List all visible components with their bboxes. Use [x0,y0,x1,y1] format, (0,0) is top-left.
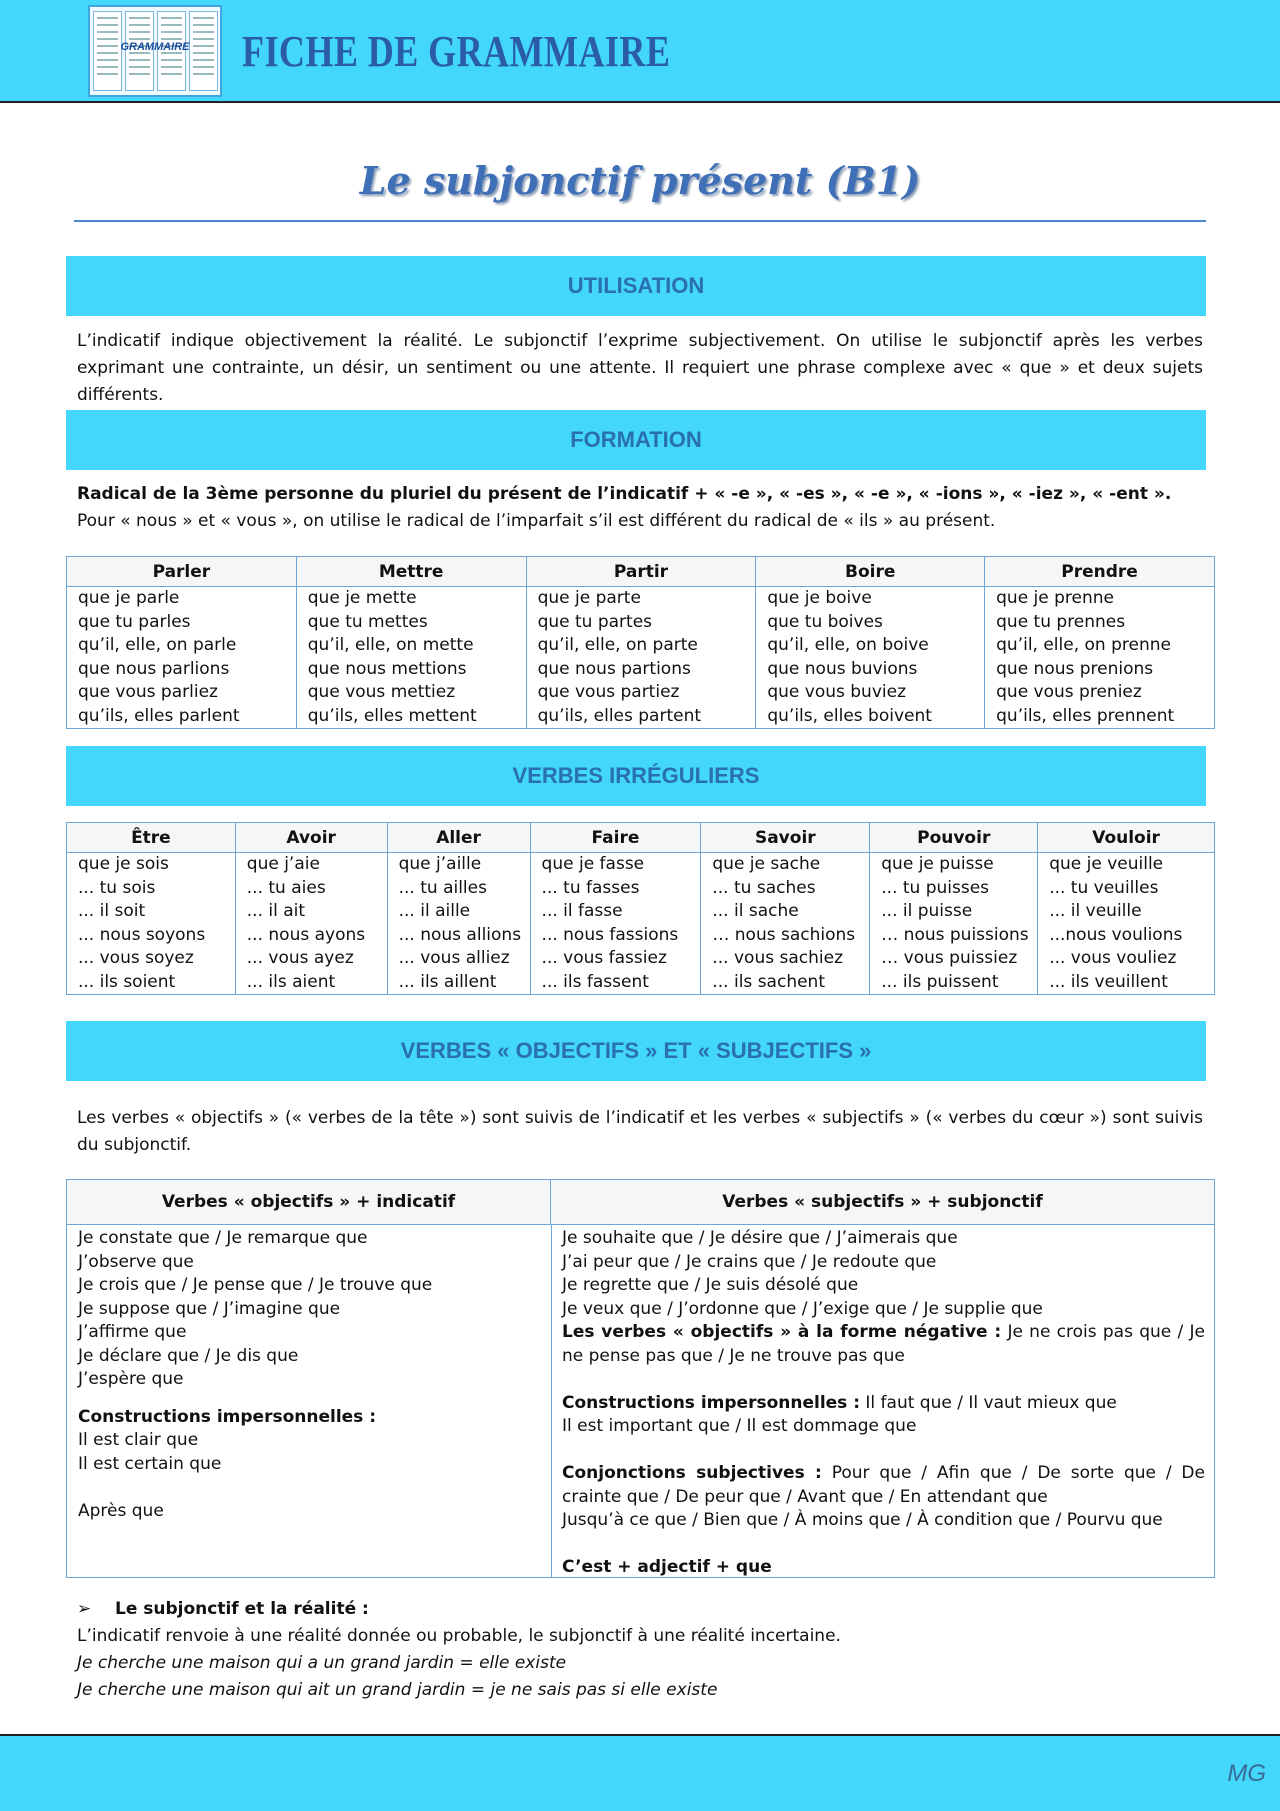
table-cell: que tu prennes [985,611,1215,635]
table-cell: que vous parliez [67,681,297,705]
header-title: FICHE DE GRAMMAIRE [242,27,671,76]
table-cell: que vous partiez [526,681,756,705]
table-row [67,853,1215,877]
table-cell: ... vous alliez [387,947,530,971]
list-item: Je suppose que / J’imagine que [78,1298,341,1319]
table-cell: que vous buviez [756,681,985,705]
conjunctions-text: Pour que / Afin que / De sorte que / De crainte que / De peur que / Avant que / En attendant que [562,1463,1205,1507]
column-header: Avoir [235,823,387,853]
table-cell: que nous mettions [296,658,526,682]
table-cell: ... ils sachent [701,971,870,995]
formation-table [66,556,1215,729]
formation-rule: Radical de la 3ème personne du pluriel du présent de l’indicatif + « -e », « -es », « -e », « -ions », « -iez », « -ent ». [77,484,1172,504]
objective-column-header: Verbes « objectifs » + indicatif [67,1180,551,1225]
column-header: Aller [387,823,530,853]
table-cell: ... ils puissent [870,971,1038,995]
table-cell: que nous partions [526,658,756,682]
list-item: Il est important que / Il est dommage que [562,1416,917,1436]
objective-verbs-list [78,1227,543,1523]
table-cell: … nous sachions [701,924,870,948]
table-cell: qu’ils, elles parlent [67,705,297,729]
irregular-table-header [67,823,1215,853]
table-cell: que je parte [526,587,756,611]
objectifs-intro-text: Les verbes « objectifs » (« verbes de la tête ») sont suivis de l’indicatif et les verbes « subjectifs » (« verbes du cœur ») sont suivis du subjonctif. [77,1108,1203,1155]
table-cell: que nous buvions [756,658,985,682]
table-cell: que je puisse [870,853,1038,877]
negative-form-item [562,1321,1205,1368]
table-cell: ... tu veuilles [1038,877,1215,901]
table-cell: ... vous ayez [235,947,387,971]
column-divider [551,1225,552,1577]
table-cell: que tu boives [756,611,985,635]
spacer [562,1439,1205,1463]
column-header: Boire [756,557,985,587]
impersonal-text: Il faut que / Il vaut mieux que [860,1392,1117,1413]
table-cell: que nous prenions [985,658,1215,682]
table-row [67,900,1215,924]
page-title: Le subjonctif présent (B1) [359,158,921,203]
list-item: Je veux que / J’ordonne que / J’exige que / Je supplie que [562,1298,1043,1319]
reality-notes [77,1596,1203,1704]
column-header: Vouloir [1038,823,1215,853]
list-item: Je souhaite que / Je désire que / J’aimerais que [562,1228,958,1248]
table-cell: ... il ait [235,900,387,924]
table-cell: ... nous allions [387,924,530,948]
table-row [67,681,1215,705]
table-cell: que vous mettiez [296,681,526,705]
objectifs-intro [77,1105,1203,1159]
table-cell: qu’ils, elles mettent [296,705,526,729]
footer-band [0,1734,1280,1811]
table-cell: ... ils soient [67,971,236,995]
section-heading-utilisation: UTILISATION [66,256,1206,316]
table-cell: ... tu saches [701,877,870,901]
table-cell: ... tu aies [235,877,387,901]
list-item: Je constate que / Je remarque que [78,1228,368,1248]
column-header: Savoir [701,823,870,853]
table-cell: ... nous fassions [530,924,701,948]
reality-text: L’indicatif renvoie à une réalité donnée ou probable, le subjonctif à une réalité incertaine. [77,1626,841,1646]
table-cell: ... tu sois [67,877,236,901]
negative-form-text: Je ne crois pas que / Je ne pense pas que / Je ne trouve pas que [562,1322,1205,1366]
list-item: J’observe que [78,1251,194,1272]
utilisation-paragraph: L’indicatif indique objectivement la réalité. Le subjonctif l’exprime subjectivement. On utilise le subjonctif après les verbes exprimant une contrainte, un désir, un sentiment ou une attente. Il requiert une phrase complexe avec « que » et deux sujets différents. [77,331,1203,405]
section-heading-objectifs: VERBES « OBJECTIFS » ET « SUBJECTIFS » [66,1021,1206,1081]
table-row [67,924,1215,948]
table-cell: qu’il, elle, on prenne [985,634,1215,658]
table-cell: qu’ils, elles partent [526,705,756,729]
thumbnail-label: GRAMMAIRE [120,41,190,53]
table-cell: ... nous soyons [67,924,236,948]
table-cell: que tu partes [526,611,756,635]
table-row [67,658,1215,682]
table-cell: qu’ils, elles boivent [756,705,985,729]
list-item: Jusqu’à ce que / Bien que / À moins que / À condition que / Pourvu que [562,1510,1163,1530]
cest-adjectif-item: C’est + adjectif + que [562,1557,772,1577]
table-cell: ... ils veuillent [1038,971,1215,995]
table-cell: … nous puissions [870,924,1038,948]
table-cell: que je mette [296,587,526,611]
table-cell: que je sois [67,853,236,877]
column-header: Pouvoir [870,823,1038,853]
table-cell: qu’il, elle, on boive [756,634,985,658]
table-cell: … vous puissiez [870,947,1038,971]
table-cell: que j’aie [235,853,387,877]
table-cell: ... vous vouliez [1038,947,1215,971]
section-heading-formation: FORMATION [66,410,1206,470]
subjective-column-header: Verbes « subjectifs » + subjonctif [551,1180,1214,1225]
table-cell: ... tu puisses [870,877,1038,901]
table-cell: que tu parles [67,611,297,635]
list-item: Il est certain que [78,1453,222,1474]
spacer [78,1392,543,1406]
utilisation-text [77,328,1203,409]
table-cell: que j’aille [387,853,530,877]
table-cell: que vous preniez [985,681,1215,705]
impersonal-label: Constructions impersonnelles : [562,1392,861,1413]
table-cell: ... vous soyez [67,947,236,971]
table-cell: ... il soit [67,900,236,924]
table-cell: ... vous fassiez [530,947,701,971]
column-header: Prendre [985,557,1215,587]
title-rule [74,220,1206,222]
table-row [67,877,1215,901]
table-cell: que je veuille [1038,853,1215,877]
list-item: J’affirme que [78,1322,187,1342]
list-item: Je regrette que / Je suis désolé que [562,1275,859,1295]
table-cell: ... ils aillent [387,971,530,995]
reality-heading-line [77,1596,1203,1623]
column-header: Faire [530,823,701,853]
table-cell: ... tu ailles [387,877,530,901]
table-cell: qu’il, elle, on mette [296,634,526,658]
reality-example-2: Je cherche une maison qui ait un grand jardin = je ne sais pas si elle existe [77,1680,718,1700]
spacer [562,1533,1205,1557]
conjunctions-label: Conjonctions subjectives : [562,1463,822,1483]
spacer [562,1368,1205,1392]
table-cell: que je sache [701,853,870,877]
formation-note: Pour « nous » et « vous », on utilise le radical de l’imparfait s’il est différent du radical de « ils » au présent. [77,511,996,531]
reality-example-1: Je cherche une maison qui a un grand jardin = elle existe [77,1653,567,1673]
formation-text [77,481,1203,535]
subjective-verbs-list [562,1227,1205,1580]
reality-heading: Le subjonctif et la réalité : [115,1599,369,1619]
table-cell: que je boive [756,587,985,611]
table-cell: que nous parlions [67,658,297,682]
table-row [67,634,1215,658]
list-item: Je crois que / Je pense que / Je trouve que [78,1275,433,1295]
table-row [67,587,1215,611]
spacer [78,1476,543,1500]
grammar-thumbnail-image [88,5,222,97]
list-item: Après que [78,1500,164,1521]
table-cell: qu’ils, elles prennent [985,705,1215,729]
column-header: Être [67,823,236,853]
table-cell: ... vous sachiez [701,947,870,971]
list-item: J’ai peur que / Je crains que / Je redoute que [562,1251,937,1272]
table-cell: qu’il, elle, on parle [67,634,297,658]
negative-form-label: Les verbes « objectifs » à la forme négative : [562,1322,1002,1342]
table-cell: ...nous voulions [1038,924,1215,948]
table-cell: que je fasse [530,853,701,877]
table-cell: ... il sache [701,900,870,924]
table-cell: ... il veuille [1038,900,1215,924]
column-header: Partir [526,557,756,587]
list-item: J’espère que [78,1369,184,1389]
table-cell: ... tu fasses [530,877,701,901]
formation-table-header [67,557,1215,587]
table-cell: que tu mettes [296,611,526,635]
list-item: Je déclare que / Je dis que [78,1345,299,1366]
irregular-verbs-table [66,822,1215,995]
table-row [67,947,1215,971]
impersonal-label: Constructions impersonnelles : [78,1406,377,1427]
table-cell: ... il fasse [530,900,701,924]
table-cell: ... il aille [387,900,530,924]
objective-subjective-table [66,1179,1215,1578]
author-initials: MG [1227,1760,1266,1787]
table-cell: ... il puisse [870,900,1038,924]
section-heading-irreguliers: VERBES IRRÉGULIERS [66,746,1206,806]
column-header: Parler [67,557,297,587]
table-row [67,971,1215,995]
table-cell: ... nous ayons [235,924,387,948]
impersonal-item [562,1392,1205,1416]
table-cell: qu’il, elle, on parte [526,634,756,658]
conjunctions-item [562,1462,1205,1509]
table-cell: ... ils fassent [530,971,701,995]
arrow-bullet-icon: ➢ [77,1599,92,1619]
header-band [0,0,1280,103]
table-cell: ... ils aient [235,971,387,995]
table-cell: que je parle [67,587,297,611]
table-row [67,611,1215,635]
table-row [67,705,1215,729]
list-item: Il est clair que [78,1430,199,1450]
table-cell: que je prenne [985,587,1215,611]
column-header: Mettre [296,557,526,587]
